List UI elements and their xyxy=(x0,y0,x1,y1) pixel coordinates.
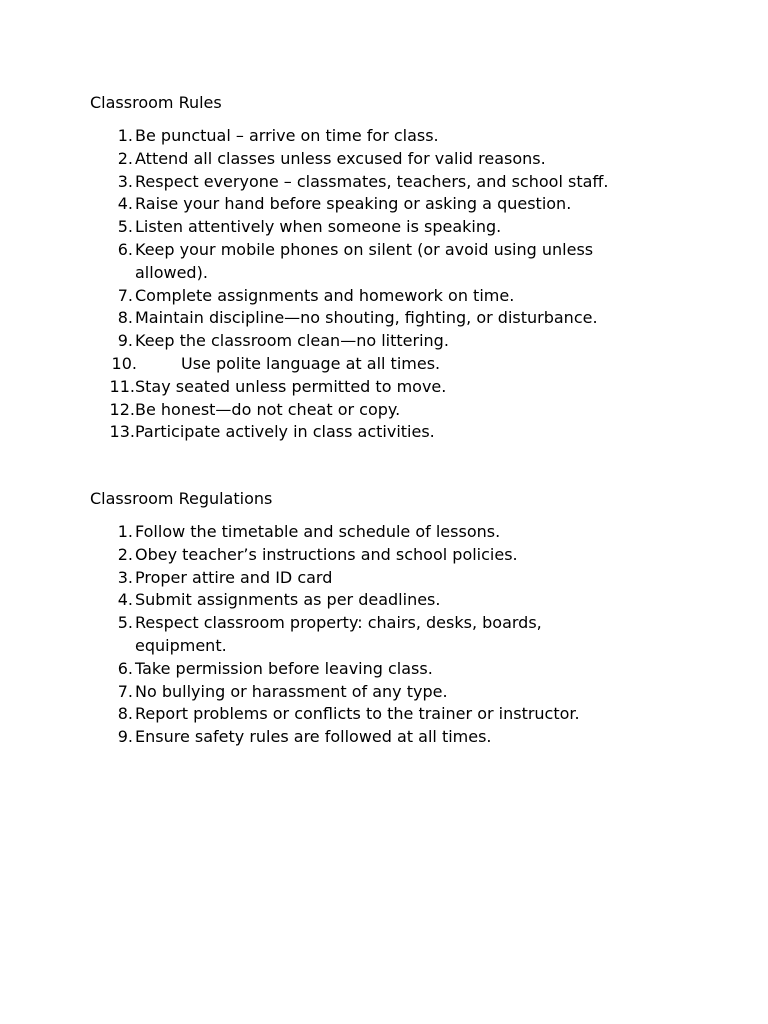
rule-number: 13. xyxy=(109,422,135,442)
regulation-number: 9. xyxy=(117,727,133,747)
rule-number: 9. xyxy=(117,331,133,351)
regulation-item xyxy=(90,703,730,726)
rule-item xyxy=(90,193,730,216)
rule-number: 8. xyxy=(117,308,133,328)
rule-text: Participate actively in class activities. xyxy=(135,422,435,442)
rule-item xyxy=(90,148,730,171)
rule-text: Attend all classes unless excused for valid reasons. xyxy=(135,148,546,168)
regulation-text: Proper attire and ID card xyxy=(135,567,333,587)
regulation-number: 6. xyxy=(117,658,133,678)
rule-text: Keep your mobile phones on silent (or avoid using unless allowed). xyxy=(135,239,594,282)
rule-text: Maintain discipline—no shouting, fighting, or disturbance. xyxy=(135,308,598,328)
rule-item xyxy=(90,171,730,194)
regulations-section xyxy=(90,488,730,749)
rule-item xyxy=(90,376,730,399)
rule-item xyxy=(90,125,730,148)
regulation-text: Respect classroom property: chairs, desks, boards, equipment. xyxy=(135,613,542,655)
rule-number: 3. xyxy=(117,171,133,191)
rules-section xyxy=(90,92,730,444)
rule-item xyxy=(90,421,730,444)
regulation-number: 3. xyxy=(117,567,133,587)
rule-number: 12. xyxy=(109,399,135,419)
rule-number: 11. xyxy=(109,376,135,396)
regulation-item xyxy=(90,726,730,749)
regulation-text: Ensure safety rules are followed at all times. xyxy=(135,727,492,747)
rule-text: Keep the classroom clean—no littering. xyxy=(135,331,449,351)
regulation-item xyxy=(90,681,730,704)
rule-number: 6. xyxy=(117,239,133,259)
regulation-number: 7. xyxy=(117,681,133,701)
regulation-number: 4. xyxy=(117,590,133,610)
rule-text: Complete assignments and homework on time. xyxy=(135,285,515,305)
rule-number: 1. xyxy=(117,126,133,145)
rule-text: Stay seated unless permitted to move. xyxy=(135,376,447,396)
rule-item xyxy=(90,330,730,353)
regulation-item xyxy=(90,567,730,590)
rule-text: Listen attentively when someone is speaking. xyxy=(135,217,502,237)
regulation-text: Take permission before leaving class. xyxy=(135,658,433,678)
rule-item xyxy=(90,285,730,308)
rule-number: 7. xyxy=(117,285,133,305)
rule-item xyxy=(90,399,730,422)
regulation-text: Obey teacher’s instructions and school policies. xyxy=(135,544,518,564)
regulation-number: 1. xyxy=(117,522,133,541)
rule-item xyxy=(90,307,730,330)
regulation-item xyxy=(90,589,730,612)
rule-item xyxy=(90,353,730,376)
rule-number: 2. xyxy=(117,148,133,168)
rule-text: Raise your hand before speaking or asking a question. xyxy=(135,194,572,214)
regulation-item xyxy=(90,544,730,567)
rule-text: Be punctual – arrive on time for class. xyxy=(135,126,439,145)
rule-text: Use polite language at all times. xyxy=(181,353,441,373)
regulation-text: Submit assignments as per deadlines. xyxy=(135,590,441,610)
regulation-text: No bullying or harassment of any type. xyxy=(135,681,448,701)
regulation-text: Report problems or conflicts to the trainer or instructor. xyxy=(135,704,580,724)
rule-text: Respect everyone – classmates, teachers, and school staff. xyxy=(135,171,609,191)
regulations-title: Classroom Regulations xyxy=(90,489,273,508)
rules-list xyxy=(90,125,730,444)
regulation-number: 2. xyxy=(117,544,133,564)
rule-number: 4. xyxy=(117,194,133,214)
regulation-number: 8. xyxy=(117,704,133,724)
rule-number: 10. xyxy=(111,353,137,373)
regulation-text: Follow the timetable and schedule of lessons. xyxy=(135,522,501,541)
regulation-item xyxy=(90,521,730,544)
rule-text: Be honest—do not cheat or copy. xyxy=(135,399,401,419)
regulation-item xyxy=(90,658,730,681)
rule-number: 5. xyxy=(117,217,133,237)
rules-title: Classroom Rules xyxy=(90,93,222,112)
rule-item xyxy=(90,216,730,239)
regulation-item xyxy=(90,612,730,658)
regulations-list xyxy=(90,521,730,749)
rule-item xyxy=(90,239,730,285)
regulation-number: 5. xyxy=(117,613,133,633)
